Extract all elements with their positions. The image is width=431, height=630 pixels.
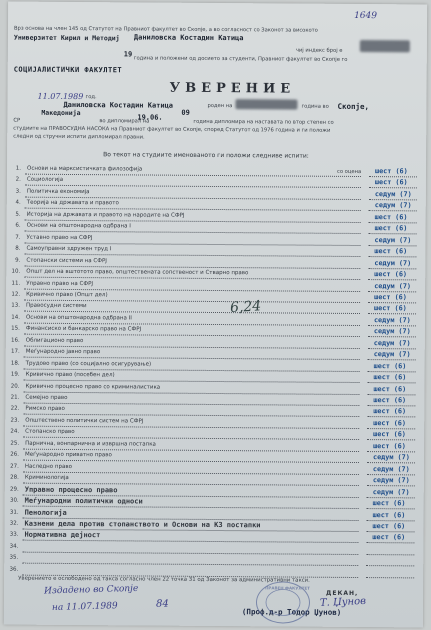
subject-name: Социологија xyxy=(26,177,64,184)
subject-grade: седум (7) xyxy=(372,464,410,474)
subject-name: Кривично право (Општ дел) xyxy=(26,291,108,299)
subject-number: 14. xyxy=(11,314,20,321)
subject-dotted-line xyxy=(23,460,359,463)
subject-number: 9. xyxy=(15,257,21,264)
subject-number: 8. xyxy=(15,245,21,252)
subject-grade: шест (6) xyxy=(373,418,407,428)
subject-dotted-line xyxy=(22,540,358,543)
subject-name: Наследно право xyxy=(24,463,72,470)
subject-grade: шест (6) xyxy=(373,373,407,382)
prefix-sr: СР xyxy=(13,117,21,124)
subject-name: Пенологија xyxy=(24,508,67,517)
subject-number: 33. xyxy=(9,531,19,539)
exams-line: следни од стручни испити дипломирал правни. xyxy=(13,133,145,141)
year-label: година во xyxy=(301,103,329,110)
subject-grade: шест (6) xyxy=(374,178,408,187)
dean-name: (Проф.д-р Тодор Џунов) xyxy=(241,607,342,617)
subjects-header: Во текот на студиите именованото ги положи следниве испити: xyxy=(103,151,309,160)
issue-date-suffix: год. xyxy=(85,94,97,101)
grade-dotted-line xyxy=(368,291,416,292)
subject-number: 36. xyxy=(9,566,19,573)
grade-dotted-line xyxy=(367,520,415,521)
subject-grade: шест (6) xyxy=(373,441,406,451)
subject-number: 10. xyxy=(11,268,21,275)
certificate-sheet xyxy=(4,2,427,628)
grade-dotted-line xyxy=(366,554,414,555)
grade-dotted-line xyxy=(368,371,416,372)
subject-number: 27. xyxy=(10,463,19,470)
subject-grade: шест (6) xyxy=(373,430,406,439)
subject-name: Општ дел на вштотото право, општествената сопственост и Стварно право xyxy=(26,268,249,277)
born-label: роден на xyxy=(207,102,233,110)
subject-grade: шест (6) xyxy=(374,304,407,313)
grade-dotted-line xyxy=(368,336,416,337)
subject-number: 31. xyxy=(9,509,19,516)
subject-grade: седум (7) xyxy=(372,453,410,462)
subject-name: Кривично процесно право со криминалистика xyxy=(25,383,161,391)
subject-number: 19. xyxy=(10,371,20,378)
subject-name: Меѓународни политички односи xyxy=(24,496,143,506)
subject-name: Меѓународно јавно право xyxy=(25,348,101,356)
subject-name: Самоуправни здружен труд I xyxy=(26,245,112,253)
subject-name: Финансиско и банкарско право на СФРЈ xyxy=(25,325,142,333)
subject-name: Римско право xyxy=(25,406,65,413)
grade-dotted-line xyxy=(368,245,416,246)
grade-dotted-line xyxy=(368,256,416,257)
header-index-label: чиј индекс број е xyxy=(295,47,343,54)
grade-dotted-line xyxy=(366,577,414,578)
header-student-name: Даниловска Костадин Катица xyxy=(133,33,244,43)
subject-number: 20. xyxy=(10,383,20,390)
subject-dotted-line xyxy=(22,552,358,555)
grade-dotted-line xyxy=(367,508,415,509)
subject-dotted-line xyxy=(25,174,361,177)
grade-dotted-line xyxy=(367,405,415,406)
grade-dotted-line xyxy=(367,485,415,486)
subject-number: 23. xyxy=(10,417,20,424)
subject-number: 2. xyxy=(15,177,21,184)
subject-name: Управно процесно право xyxy=(24,485,118,494)
subject-number: 15. xyxy=(11,325,20,332)
grade-dotted-line xyxy=(367,474,415,475)
dean-signature: Т. Џунов xyxy=(319,595,367,609)
subject-grade: седум (7) xyxy=(374,190,412,199)
subject-number: 13. xyxy=(11,302,21,310)
subject-name: Меѓународно приватно право xyxy=(24,451,112,459)
issue-date: 11.07.1989 xyxy=(37,91,84,102)
subject-number: 24. xyxy=(10,428,20,435)
graduation-year: 09 xyxy=(181,108,190,117)
grade-dotted-line xyxy=(368,268,416,269)
subject-dotted-line xyxy=(23,403,359,406)
subject-name: Историја на државата и правото на народите на СФРЈ xyxy=(26,211,185,219)
header-year: 19 xyxy=(123,50,133,59)
subject-grade: шест (6) xyxy=(373,384,407,393)
subject-dotted-line xyxy=(22,563,358,566)
subject-name: Политичка економија xyxy=(26,188,90,196)
stamp-text: ПРАВЕН ФАКУЛТЕТ xyxy=(265,585,310,591)
subject-grade: седум (7) xyxy=(372,487,410,496)
subject-name: Општествено политички систем на СФРЈ xyxy=(25,417,144,425)
subject-dotted-line xyxy=(23,471,359,474)
subject-number: 1. xyxy=(15,165,22,172)
grade-dotted-line xyxy=(367,462,415,463)
grade-dotted-line xyxy=(368,313,416,314)
subject-grade: шест (6) xyxy=(372,499,406,508)
grade-dotted-line xyxy=(367,428,415,429)
subject-grade: шест (6) xyxy=(372,510,406,519)
grade-dotted-line xyxy=(369,222,417,223)
subject-number: 7. xyxy=(15,234,21,241)
subject-grade: шест (6) xyxy=(373,407,407,416)
subject-grade: шест (6) xyxy=(373,361,407,370)
subject-grade: шест (6) xyxy=(373,396,407,405)
subject-name: Основи на општонародна одбрана I xyxy=(26,222,131,230)
birth-country: Македонија xyxy=(41,108,81,118)
subject-dotted-line xyxy=(23,506,359,509)
studies-line: студиите на ПРАВОСУДНА НАСОКА на Правниот факултет во Скопје, според Статутот од 1976 година и ги положи xyxy=(13,125,331,134)
subject-grade: седум (7) xyxy=(374,201,412,210)
subject-grade: шест (6) xyxy=(374,247,408,256)
subject-name: Кривично право (посебен дел) xyxy=(25,371,115,379)
subject-number: 16. xyxy=(11,337,20,344)
subject-grade: шест (6) xyxy=(372,533,406,542)
grade-dotted-line xyxy=(366,531,414,532)
handwritten-note-2: на 11.07.1989 xyxy=(51,601,118,614)
subject-number: 25. xyxy=(10,440,20,447)
document-title: УВЕРЕНИЕ xyxy=(169,80,296,97)
birth-city: Скопје, xyxy=(337,101,370,112)
average-grade-handwritten: 6,24 xyxy=(229,298,262,317)
grade-dotted-line xyxy=(369,233,417,234)
subject-name: Нормативна дејност xyxy=(24,531,101,540)
grade-dotted-line xyxy=(368,359,416,360)
subject-name: Правосудни системи xyxy=(26,303,87,310)
grade-dotted-line xyxy=(369,210,417,211)
subject-number: 5. xyxy=(15,211,21,218)
dean-label: ДЕКАН, xyxy=(326,589,359,598)
subject-grade: шест (6) xyxy=(374,224,408,233)
subject-number: 22. xyxy=(10,406,20,413)
subject-name: Парнична, вонпарнична и извршна постапка xyxy=(25,440,156,448)
subject-number: 17. xyxy=(10,348,20,355)
grade-dotted-line xyxy=(369,188,417,189)
subject-name: Стопанско право xyxy=(25,429,75,436)
redacted-birthdate xyxy=(235,99,297,109)
subject-grade: седум (7) xyxy=(372,476,410,485)
subject-name: Семејно право xyxy=(25,394,68,401)
subject-number: 34. xyxy=(9,543,19,550)
grade-dotted-line xyxy=(368,382,416,383)
redacted-index xyxy=(360,40,410,52)
student-name: Даниловска Костадин Катица xyxy=(63,100,174,110)
grade-dotted-line xyxy=(368,302,416,303)
subject-number: 4. xyxy=(15,199,21,206)
grade-dotted-line xyxy=(368,348,416,349)
subject-name: Основи на општонародна одбрана II xyxy=(25,314,132,322)
subject-number: 12. xyxy=(11,291,21,298)
graduation-date: 19.06. xyxy=(137,113,163,122)
subject-name: Казнени дела против стопанството и Основи на КЗ постапки xyxy=(24,519,261,530)
subject-number: 6. xyxy=(15,222,21,229)
subject-grade: седум (7) xyxy=(373,338,411,348)
subject-name: Стопански системи на СФРЈ xyxy=(26,257,107,264)
subject-number: 35. xyxy=(9,554,19,561)
header-faculty: СОЦИЈАЛИСТИЧКИ ФАКУЛТЕТ xyxy=(13,65,123,75)
subject-grade: шест (6) xyxy=(374,212,408,222)
subject-grade: шест (6) xyxy=(374,293,407,302)
subject-grade: шест (6) xyxy=(372,522,406,531)
subject-name: Криминологија xyxy=(24,474,69,482)
subject-grade: шест (6) xyxy=(374,167,408,176)
header-line-4: година и положени од досието за студенти, Правниот факултет во Скопје го xyxy=(133,55,348,63)
subject-number: 32. xyxy=(9,520,19,527)
tax-exemption-note: Уверението е ослободено од такса согласно член 22 точка 31 од Законот за административни такси. xyxy=(18,575,310,584)
faculty-stamp xyxy=(256,581,310,623)
subject-grade: седум (7) xyxy=(374,281,412,290)
subject-name: Управно право на СФРЈ xyxy=(26,280,94,287)
grade-dotted-line xyxy=(367,416,415,417)
subject-number: 11. xyxy=(11,280,21,287)
subject-grade: седум (7) xyxy=(373,350,411,359)
subject-name: Основи на марксистичката филозофија xyxy=(26,165,143,173)
grade-dotted-line xyxy=(369,176,417,177)
header-line-1: Врз основа на член 145 од Статутот на Правниот факултет во Скопје, а во согласност со Законот за високото xyxy=(13,25,318,34)
handwritten-mark: 84 xyxy=(155,598,169,610)
grade-dotted-line xyxy=(367,497,415,498)
handwritten-note-1: Издадено во Скопје xyxy=(43,583,139,597)
subject-name: Облигационо право xyxy=(25,337,84,344)
grade-note: со оцена xyxy=(336,168,362,176)
subject-grade: седум (7) xyxy=(374,258,412,267)
grade-dotted-line xyxy=(366,565,414,566)
subject-number: 28. xyxy=(10,474,19,481)
subject-grade: шест (6) xyxy=(374,270,408,279)
grade-dotted-line xyxy=(366,542,414,543)
subject-grade: седум (7) xyxy=(373,327,411,336)
grade-dotted-line xyxy=(367,394,415,395)
graduated-text-2: година дипломира на наставата по втор степен со xyxy=(193,118,334,126)
subject-name: Теорија на државата и правото xyxy=(26,200,119,207)
subject-number: 29. xyxy=(10,486,19,493)
subject-name: Уставно право на СФРЈ xyxy=(26,234,93,241)
grade-dotted-line xyxy=(367,451,415,452)
subject-name: Трудово право (со социјално осигурување) xyxy=(25,360,152,368)
subject-grade: седум (7) xyxy=(373,315,411,325)
subject-number: 26. xyxy=(10,451,20,458)
document-number: 1649 xyxy=(354,10,378,22)
subject-dotted-line xyxy=(23,391,359,394)
subject-number: 3. xyxy=(15,188,21,195)
grade-dotted-line xyxy=(368,325,416,326)
subject-number: 18. xyxy=(10,360,20,367)
subject-number: 21. xyxy=(10,394,20,401)
graduated-text: во дипломирал на xyxy=(99,118,150,125)
subject-grade: седум (7) xyxy=(374,235,412,245)
grade-dotted-line xyxy=(368,279,416,280)
grade-dotted-line xyxy=(367,439,415,440)
grade-dotted-line xyxy=(369,199,417,200)
header-university: Универзитет Кирил и Методиј xyxy=(13,33,120,43)
subject-number: 30. xyxy=(9,497,19,504)
